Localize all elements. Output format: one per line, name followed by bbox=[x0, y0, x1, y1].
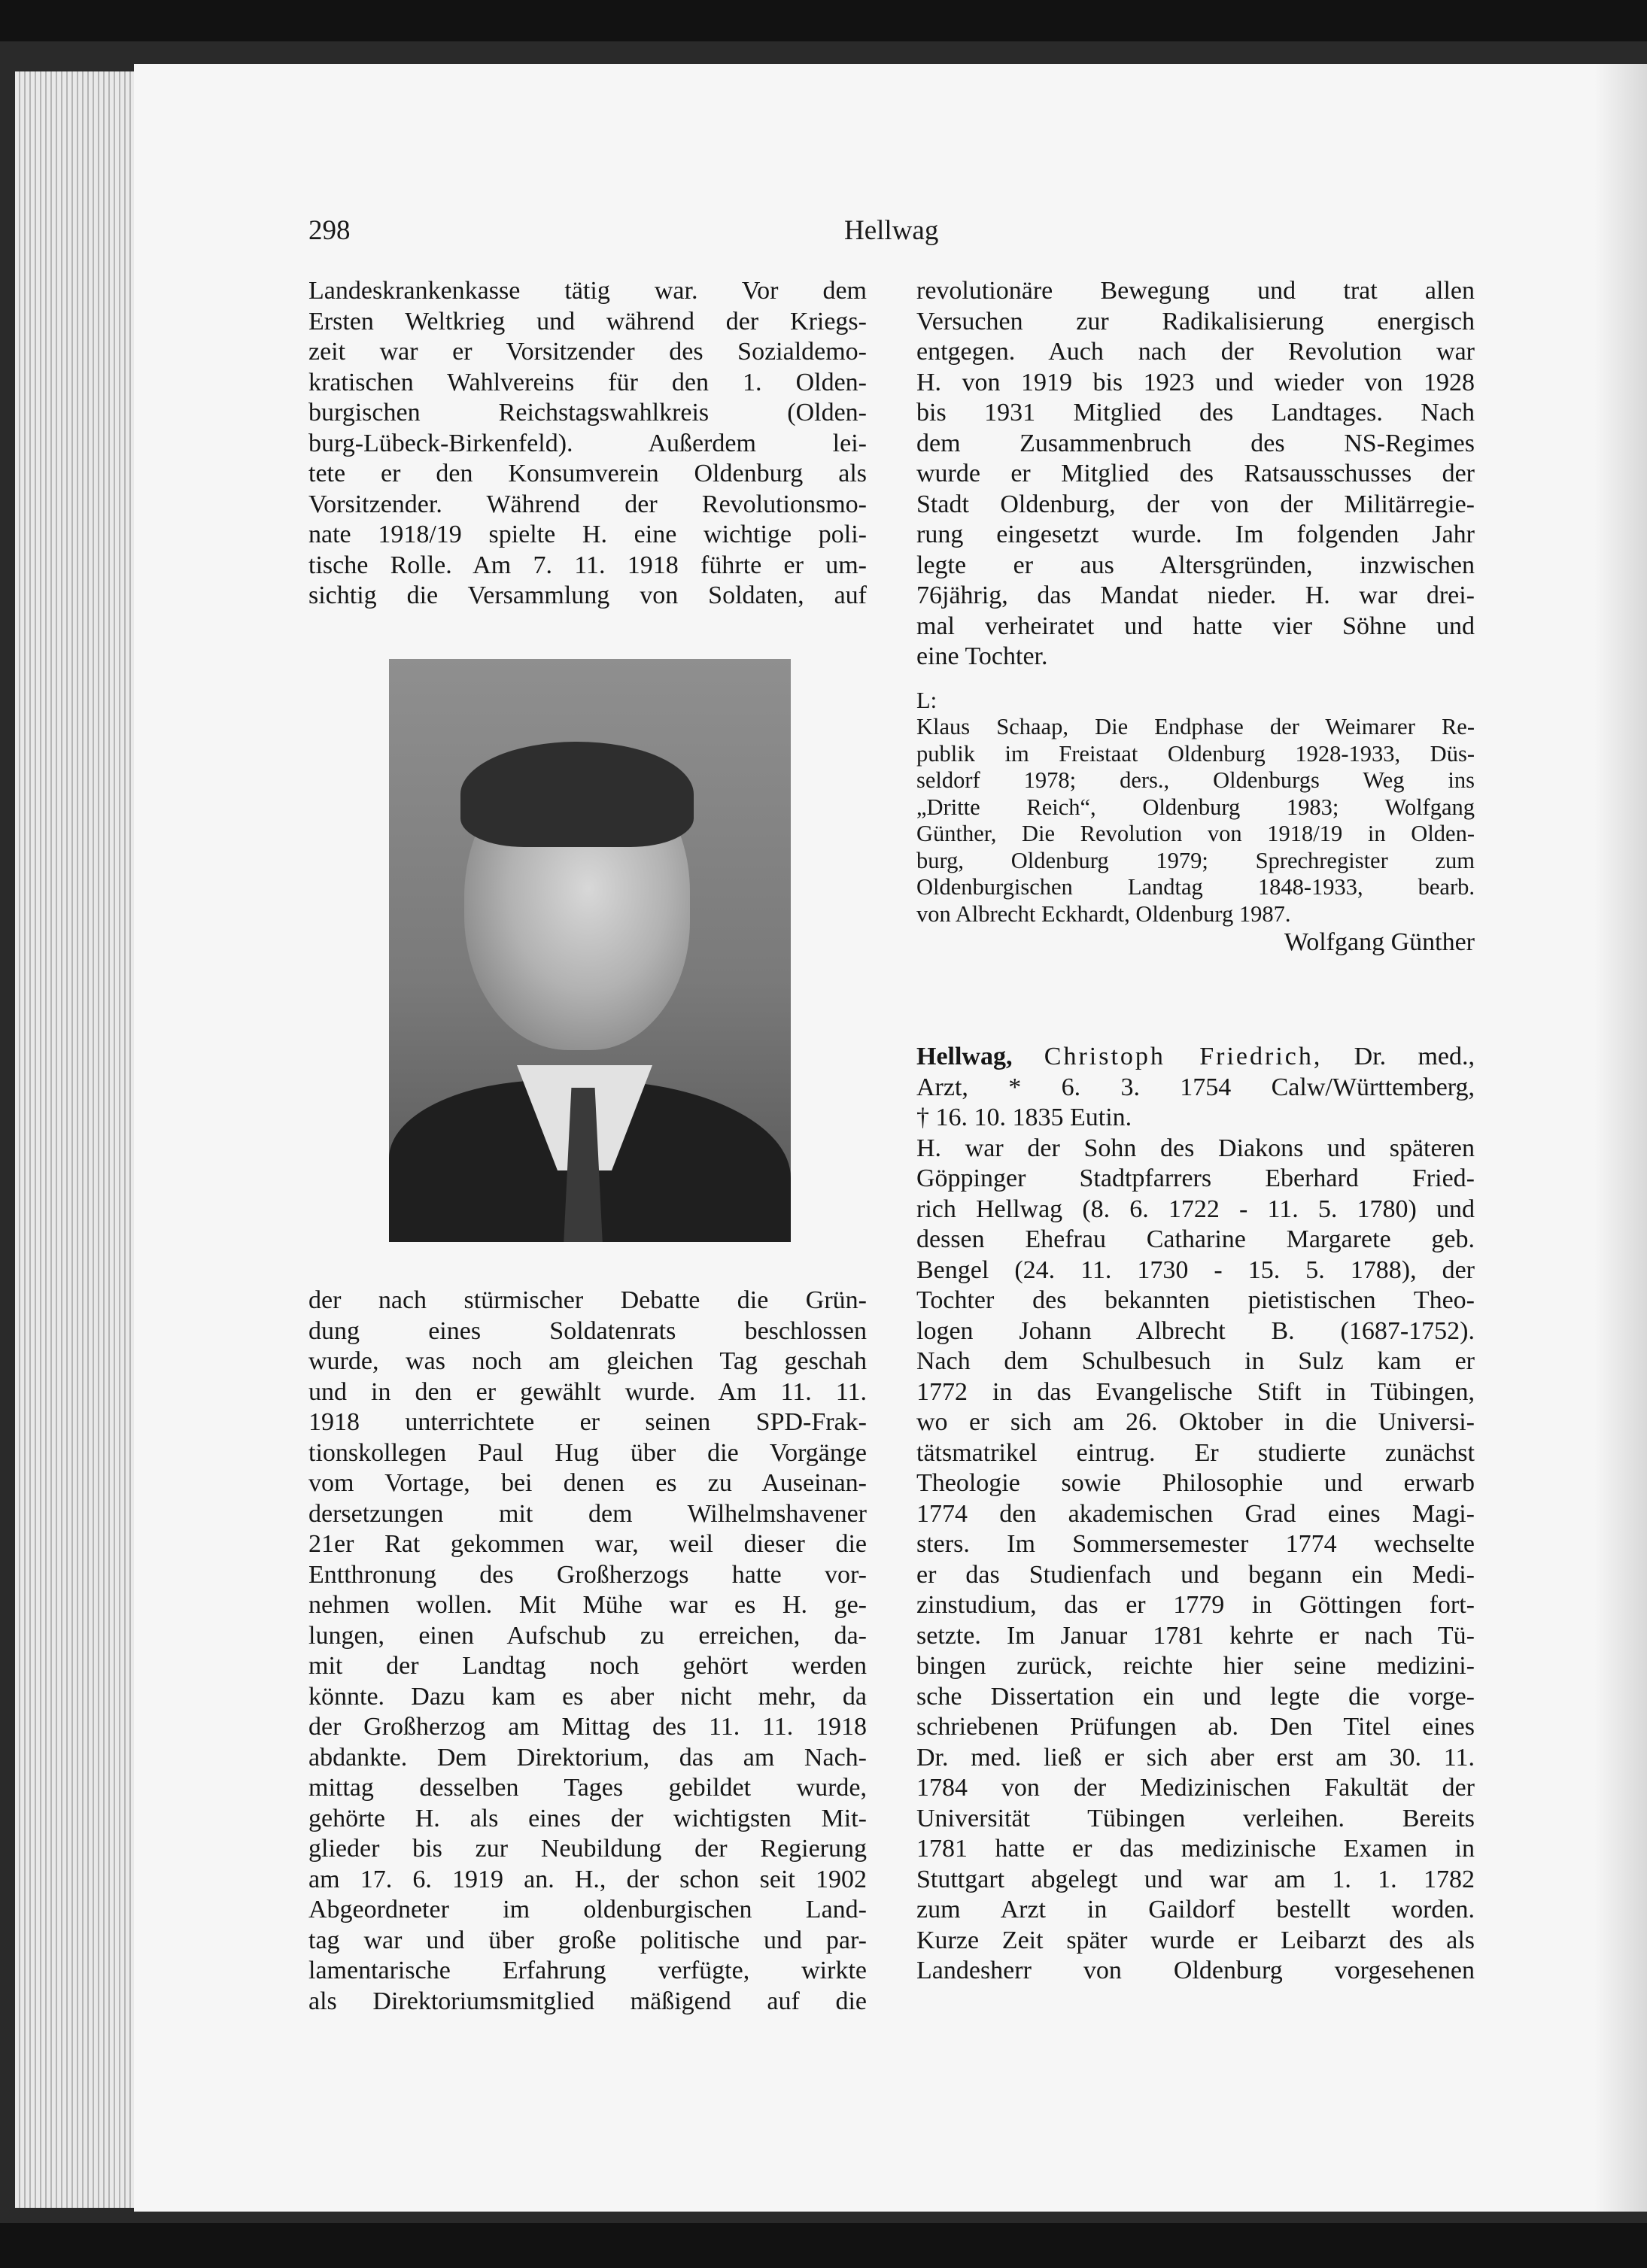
running-title: Hellwag bbox=[844, 215, 939, 246]
page-edges bbox=[15, 71, 137, 2208]
entry-heading bbox=[916, 1042, 1475, 1073]
text-line: sche Dissertation ein und legte die vorge- bbox=[916, 1682, 1475, 1711]
text-line: der Großherzog am Mittag des 11. 11. 1918 bbox=[308, 1713, 867, 1741]
text-line: Dr. med. ließ er sich aber erst am 30. 11. bbox=[916, 1743, 1475, 1772]
text-line: nehmen wollen. Mit Mühe war es H. ge- bbox=[308, 1591, 867, 1619]
text-line: gehörte H. als eines der wichtigsten Mit- bbox=[308, 1804, 867, 1832]
text-line: 1774 den akademischen Grad eines Magi- bbox=[916, 1499, 1475, 1528]
text-line: tische Rolle. Am 7. 11. 1918 führte er um- bbox=[308, 551, 867, 579]
text-line: Nach dem Schulbesuch in Sulz kam er bbox=[916, 1347, 1475, 1375]
text-line: Versuchen zur Radikalisierung energisch bbox=[916, 307, 1475, 335]
text-line: Ersten Weltkrieg und während der Kriegs- bbox=[308, 307, 867, 335]
text-line: sters. Im Sommersemester 1774 wechselte bbox=[916, 1530, 1475, 1558]
right-column bbox=[916, 276, 1475, 1987]
text-line: burg-Lübeck-Birkenfeld). Außerdem lei- bbox=[308, 429, 867, 457]
text-line: tionskollegen Paul Hug über die Vorgänge bbox=[308, 1438, 867, 1467]
text-line: Vorsitzender. Während der Revolutionsmo- bbox=[308, 490, 867, 518]
references bbox=[916, 688, 1475, 958]
text-line: legte er aus Altersgründen, inzwischen bbox=[916, 551, 1475, 579]
text-line: tete er den Konsumverein Oldenburg als bbox=[308, 460, 867, 487]
article-author: Wolfgang Günther bbox=[1284, 928, 1475, 956]
page-number: 298 bbox=[308, 215, 351, 246]
text-line: revolutionäre Bewegung und trat allen bbox=[916, 277, 1475, 305]
text-line: Abgeordneter im oldenburgischen Land- bbox=[308, 1896, 867, 1923]
text-line: sichtig die Versammlung von Soldaten, auf bbox=[308, 581, 867, 609]
reference-line: seldorf 1978; ders., Oldenburgs Weg ins bbox=[916, 767, 1475, 793]
entry-title: Dr. med., bbox=[1354, 1043, 1475, 1070]
reference-line: „Dritte Reich“, Oldenburg 1983; Wolfgang bbox=[916, 794, 1475, 820]
page-shading bbox=[1594, 64, 1647, 2212]
text-line: lungen, einen Aufschub zu erreichen, da- bbox=[308, 1621, 867, 1650]
text-line: 76jährig, das Mandat nieder. H. war drei- bbox=[916, 581, 1475, 609]
reference-line: Oldenburgischen Landtag 1848-1933, bearb. bbox=[916, 874, 1475, 900]
text-line: wurde, was noch am gleichen Tag geschah bbox=[308, 1347, 867, 1375]
text-line: zinstudium, das er 1779 in Göttingen fort- bbox=[916, 1591, 1475, 1619]
portrait-hair bbox=[460, 742, 694, 847]
text-line: logen Johann Albrecht B. (1687-1752). bbox=[916, 1316, 1475, 1345]
text-line: mal verheiratet und hatte vier Söhne und bbox=[916, 612, 1475, 640]
text-line: 1772 in das Evangelische Stift in Tübingen, bbox=[916, 1377, 1475, 1406]
text-line: 1918 unterrichtete er seinen SPD-Frak- bbox=[308, 1408, 867, 1436]
entry-headword: Hellwag, bbox=[916, 1043, 1013, 1070]
references-label: L: bbox=[916, 687, 937, 713]
text-line: H. war der Sohn des Diakons und späteren bbox=[916, 1134, 1475, 1162]
text-line: eine Tochter. bbox=[916, 642, 1048, 670]
text-line: Landesherr von Oldenburg vorgesehenen bbox=[916, 1957, 1475, 1984]
text-line: Stadt Oldenburg, der von der Militärregie- bbox=[916, 490, 1475, 518]
entry-death: † 16. 10. 1835 Eutin. bbox=[916, 1104, 1132, 1131]
text-line: setzte. Im Januar 1781 kehrte er nach Tü- bbox=[916, 1621, 1475, 1650]
text-line: 1784 von der Medizinischen Fakultät der bbox=[916, 1774, 1475, 1802]
text-line: rung eingesetzt wurde. Im folgenden Jahr bbox=[916, 521, 1475, 548]
left-column-top bbox=[308, 276, 867, 612]
text-line: dem Zusammenbruch des NS-Regimes bbox=[916, 429, 1475, 457]
text-line: burgischen Reichstagswahlkreis (Olden- bbox=[308, 399, 867, 427]
text-line: Stuttgart abgelegt und war am 1. 1. 1782 bbox=[916, 1865, 1475, 1893]
text-line: als Direktoriumsmitglied mäßigend auf die bbox=[308, 1987, 867, 2015]
text-line: bis 1931 Mitglied des Landtages. Nach bbox=[916, 399, 1475, 427]
text-line: vom Vortage, bei denen es zu Auseinan- bbox=[308, 1469, 867, 1497]
text-line: kratischen Wahlvereins für den 1. Olden- bbox=[308, 368, 867, 396]
text-line: 1781 hatte er das medizinische Examen in bbox=[916, 1835, 1475, 1863]
text-line: mit der Landtag noch gehört werden bbox=[308, 1652, 867, 1680]
text-line: Entthronung des Großherzogs hatte vor- bbox=[308, 1560, 867, 1589]
text-line: Göppinger Stadtpfarrers Eberhard Fried- bbox=[916, 1164, 1475, 1192]
text-line: abdankte. Dem Direktorium, das am Nach- bbox=[308, 1743, 867, 1772]
text-line: Universität Tübingen verleihen. Bereits bbox=[916, 1804, 1475, 1832]
reference-line: publik im Freistaat Oldenburg 1928-1933, Düs- bbox=[916, 740, 1475, 767]
text-line: entgegen. Auch nach der Revolution war bbox=[916, 338, 1475, 366]
text-line: Tochter des bekannten pietistischen Theo- bbox=[916, 1286, 1475, 1314]
text-line: zeit war er Vorsitzender des Sozialdemo- bbox=[308, 338, 867, 366]
text-line: nate 1918/19 spielte H. eine wichtige poli- bbox=[308, 521, 867, 548]
reference-line: burg, Oldenburg 1979; Sprechregister zum bbox=[916, 847, 1475, 873]
text-line: könnte. Dazu kam es aber nicht mehr, da bbox=[308, 1682, 867, 1711]
reference-line: Günther, Die Revolution von 1918/19 in Olden- bbox=[916, 821, 1475, 846]
text-line: am 17. 6. 1919 an. H., der schon seit 1902 bbox=[308, 1865, 867, 1893]
text-line: schriebenen Prüfungen ab. Den Titel eines bbox=[916, 1713, 1475, 1741]
text-line: 21er Rat gekommen war, weil dieser die bbox=[308, 1530, 867, 1558]
left-column-bottom bbox=[308, 1286, 867, 2017]
text-line: wo er sich am 26. Oktober in die Universi- bbox=[916, 1408, 1475, 1436]
reference-line: von Albrecht Eckhardt, Oldenburg 1987. bbox=[916, 900, 1291, 927]
text-line: und in den er gewählt wurde. Am 11. 11. bbox=[308, 1377, 867, 1406]
text-line: zum Arzt in Gaildorf bestellt worden. bbox=[916, 1896, 1475, 1923]
reference-line: Klaus Schaap, Die Endphase der Weimarer Re- bbox=[916, 714, 1475, 739]
portrait-photo bbox=[389, 659, 791, 1242]
text-line: dersetzungen mit dem Wilhelmshavener bbox=[308, 1499, 867, 1528]
text-line: bingen zurück, reichte hier seine medizini- bbox=[916, 1652, 1475, 1680]
text-line: er das Studienfach und begann ein Medi- bbox=[916, 1560, 1475, 1589]
entry-name: Christoph Friedrich, bbox=[1044, 1043, 1323, 1070]
text-line: H. von 1919 bis 1923 und wieder von 1928 bbox=[916, 368, 1475, 396]
text-line: Bengel (24. 11. 1730 - 15. 5. 1788), der bbox=[916, 1255, 1475, 1284]
text-line: rich Hellwag (8. 6. 1722 - 11. 5. 1780) und bbox=[916, 1195, 1475, 1223]
text-line: der nach stürmischer Debatte die Grün- bbox=[308, 1286, 867, 1314]
text-line: glieder bis zur Neubildung der Regierung bbox=[308, 1835, 867, 1863]
entry-birth: Arzt, * 6. 3. 1754 Calw/Württemberg, bbox=[916, 1073, 1475, 1101]
text-line: Theologie sowie Philosophie und erwarb bbox=[916, 1469, 1475, 1497]
text-line: tätsmatrikel eintrug. Er studierte zunächst bbox=[916, 1438, 1475, 1467]
text-line: tag war und über große politische und par- bbox=[308, 1926, 867, 1954]
text-line: dung eines Soldatenrats beschlossen bbox=[308, 1316, 867, 1345]
text-line: wurde er Mitglied des Ratsausschusses der bbox=[916, 460, 1475, 487]
text-line: mittag desselben Tages gebildet wurde, bbox=[308, 1774, 867, 1802]
text-line: lamentarische Erfahrung verfügte, wirkte bbox=[308, 1957, 867, 1984]
text-line: Landeskrankenkasse tätig war. Vor dem bbox=[308, 277, 867, 305]
text-line: Kurze Zeit später wurde er Leibarzt des als bbox=[916, 1926, 1475, 1954]
text-line: dessen Ehefrau Catharine Margarete geb. bbox=[916, 1225, 1475, 1253]
